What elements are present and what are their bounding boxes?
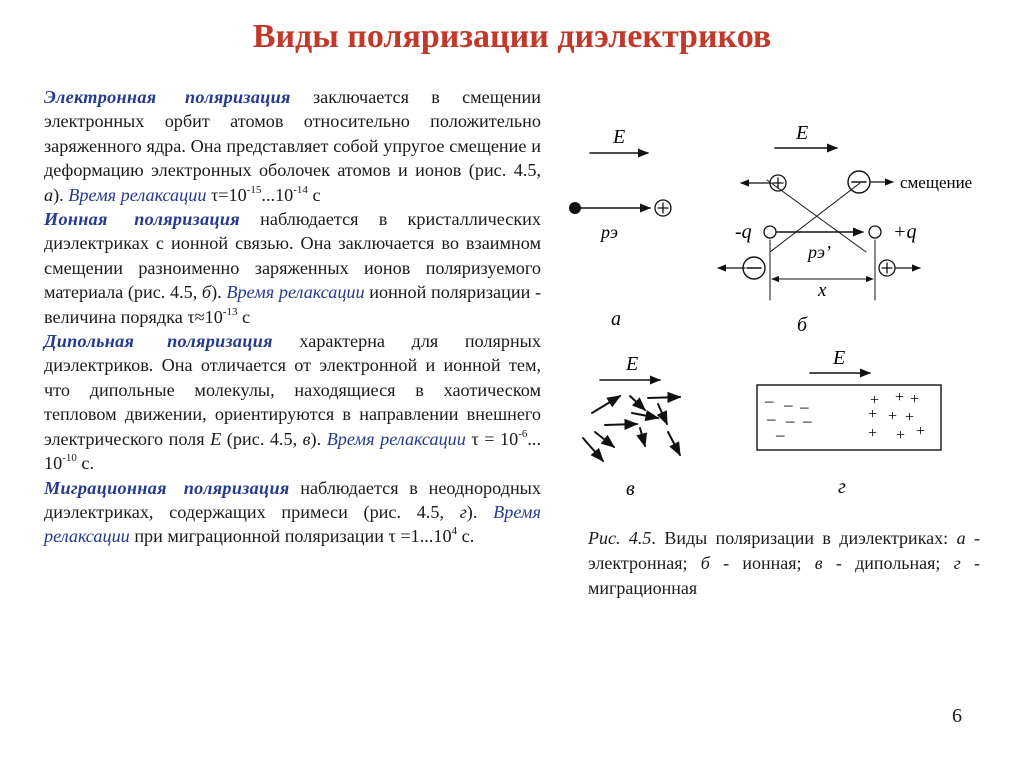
panel-g-migration (757, 347, 941, 498)
ionic-relax-text: ионной поляризации - величина порядка τ≈10 (44, 282, 542, 327)
caption-a: а (956, 528, 966, 548)
svg-text:+: + (910, 391, 920, 408)
panel-v-dipole (583, 353, 680, 500)
caption-a-text: - электронная; (588, 528, 981, 573)
migration-relax-text: при миграционной поляризации τ =1...10 (129, 526, 452, 547)
caption-b: б (700, 553, 710, 573)
term-ionic: Ионная поляризация (44, 209, 240, 230)
migration-exp: 4 (451, 525, 458, 538)
panel-a-electronic (569, 126, 671, 330)
ionic-fig-letter: б (201, 282, 212, 303)
field-label-b: E (796, 122, 809, 144)
term-dipole: Дипольная поляризация (44, 331, 273, 352)
migration-text-end: ). (466, 501, 494, 522)
caption-g-text: - миграционная (588, 553, 980, 598)
pe-prime-label: pэ’ (808, 242, 831, 262)
svg-text:+: + (868, 425, 878, 442)
field-label-a: E (613, 126, 626, 148)
electronic-relax-value: τ=10 (206, 184, 247, 205)
dipole-mid: ... 10 (44, 428, 541, 474)
ionic-text: наблюдается в кристаллических диэлектриках с ионной связью. Она заключается во взаимном смещении разноименно заряженных ионов поляризуемого материала (рис. 4.5, (44, 209, 541, 303)
relax-label-dipole: Время релаксации (326, 428, 466, 449)
migration-unit: с. (457, 526, 475, 547)
caption-g: г (953, 553, 961, 573)
term-electronic: Электронная поляризация (44, 87, 291, 107)
electronic-exp1: -15 (246, 183, 262, 196)
minus-q-label: -q (735, 221, 752, 243)
caption-fig-ref: Рис. 4.5 (588, 528, 652, 548)
svg-text:–: – (800, 397, 809, 416)
panel-label-b: б (797, 314, 808, 336)
svg-text:+: + (896, 427, 906, 444)
x-label: x (818, 280, 827, 301)
svg-text:–: – (803, 411, 812, 430)
svg-text:–: – (786, 411, 795, 430)
svg-text:–: – (765, 391, 774, 410)
paragraph-ionic (44, 207, 541, 329)
paragraph-electronic (44, 85, 541, 207)
plus-q-circle (869, 226, 881, 238)
term-migration: Миграционная поляризация (44, 477, 290, 498)
electronic-text: заключается в смещении электронных орбит атомов относительно положительно заряженного ядра. Она представляет собой упругое смещение и деформацию электронных оболочек атомов и ионов (рис. 4.5, (44, 87, 541, 181)
panel-label-g: г (838, 476, 846, 498)
caption-v-text: - дипольная; (822, 553, 954, 573)
dipole-exp1: -6 (518, 427, 528, 440)
svg-text:+: + (905, 409, 915, 426)
dipole-text-mid: (рис. 4.5, (221, 428, 303, 449)
svg-text:–: – (784, 395, 793, 414)
svg-text:–: – (767, 409, 776, 428)
ionic-unit: с (237, 306, 251, 327)
slide-title: Виды поляризации диэлектриков (252, 18, 772, 55)
svg-text:+: + (870, 392, 880, 409)
dipole-exp2: -10 (62, 452, 77, 465)
page-number: 6 (952, 705, 962, 727)
caption-b-text: - ионная; (709, 553, 815, 573)
ionic-text-end: ). (211, 282, 227, 303)
svg-text:+: + (916, 423, 926, 440)
field-label-v: E (626, 353, 639, 375)
svg-text:+: + (868, 406, 878, 423)
positive-charges (868, 389, 925, 444)
electronic-text-end: ). (53, 184, 64, 205)
panel-label-a: а (611, 308, 621, 330)
svg-text:+: + (895, 389, 905, 406)
svg-text:–: – (776, 425, 785, 444)
panel-label-v: в (626, 478, 635, 500)
relax-label-ionic: Время релаксации (226, 282, 365, 303)
negative-charges (764, 391, 812, 444)
minus-q-circle (764, 226, 776, 238)
polarization-figure (560, 110, 1000, 505)
relax-label-electronic: Время релаксации (68, 184, 207, 205)
migration-text: наблюдается в неоднородных диэлектриках, содержащих примеси (рис. 4.5, (44, 477, 541, 522)
pe-label-a: pэ (601, 222, 618, 242)
dipole-text: характерна для полярных диэлектриков. Она отличается от электронной и ионной тем, что дипольные молекулы, находящиеся в хаотическом тепловом движении, ориентируются в направлении внешнего электрического поля (44, 331, 541, 449)
shift-label: смещение (900, 173, 973, 192)
relax-label-migration: Время релаксации (44, 501, 541, 547)
electronic-fig-letter: а (44, 184, 54, 205)
paragraph-migration (44, 476, 541, 549)
dipole-molecules (583, 396, 680, 461)
plus-q-label: +q (893, 221, 917, 243)
migration-fig-letter: г (459, 501, 467, 522)
panel-b-ionic (718, 122, 972, 336)
caption-text: . Виды поляризации в диэлектриках: (651, 528, 957, 548)
dipole-field: Е (210, 428, 222, 449)
electronic-unit: с (307, 184, 321, 205)
paragraph-dipole (44, 329, 541, 475)
svg-text:+: + (888, 408, 898, 425)
caption-v: в (814, 553, 823, 573)
dipole-unit: с. (76, 453, 95, 474)
ionic-exp: -13 (222, 305, 238, 318)
text-column (44, 85, 541, 549)
dipole-relax-value: τ = 10 (465, 428, 519, 449)
field-label-g: E (833, 347, 846, 369)
dipole-text-end: ). (310, 428, 322, 449)
dipole-fig-letter: в (302, 428, 311, 449)
electronic-exp2: -14 (293, 183, 308, 196)
figure-caption (588, 526, 980, 601)
electronic-mid: ...10 (261, 184, 294, 205)
